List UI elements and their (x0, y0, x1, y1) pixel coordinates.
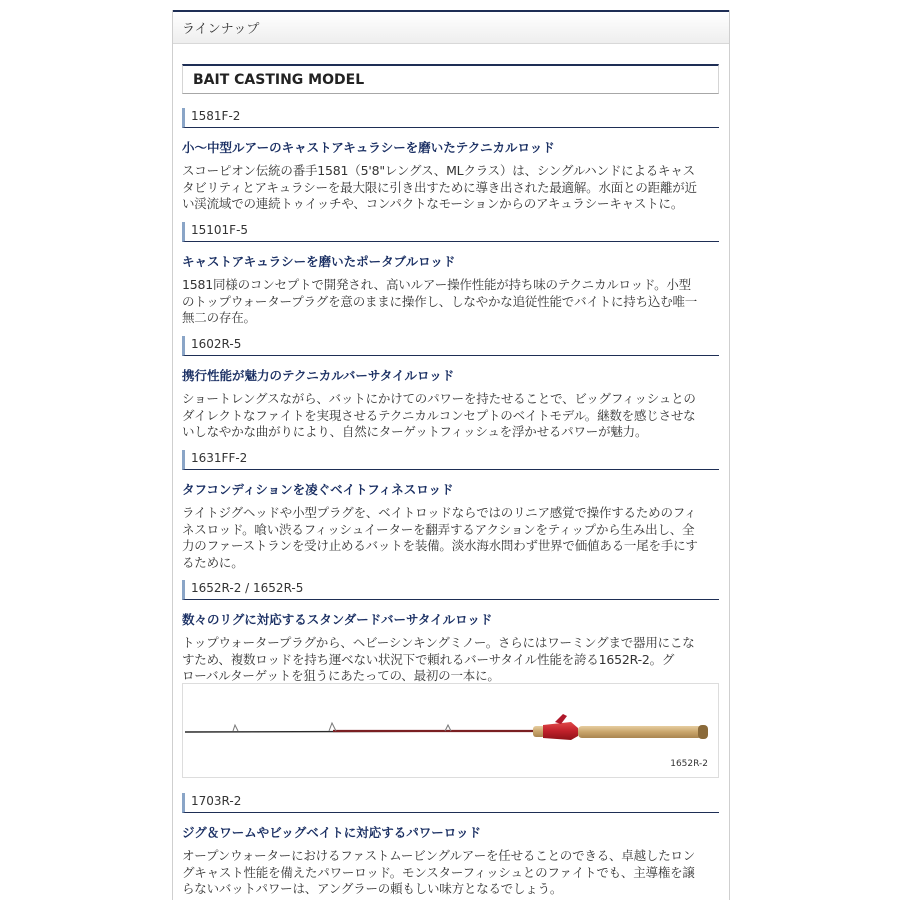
rod-guide (329, 723, 336, 731)
description-line: 力のファーストランを受け止めるバットを装備。淡水海水問わず世界で価値ある一尾を手にす (182, 538, 698, 553)
rod-guide (233, 725, 238, 731)
rod-illustration (183, 684, 718, 777)
description-line: 無二の存在。 (182, 310, 256, 325)
butt-cap (698, 725, 708, 739)
model-description-1652r (182, 635, 722, 685)
description-line: トップウォータープラグから、ヘビーシンキングミノー。さらにはワーミングまで器用にこな (182, 635, 695, 650)
description-line: ローバルターゲットを狙うにあたっての、最初の一本に。 (182, 668, 500, 683)
description-line: いしなやかな曲がりにより、自然にターゲットフィッシュを浮かせるパワーが魅力。 (182, 424, 648, 439)
description-line: オープンウォーターにおけるファストムービングルアーを任せることのできる、卓越したロン (182, 848, 696, 863)
lineup-panel (172, 10, 730, 900)
model-code-1581f2: 1581F-2 (182, 108, 719, 128)
model-code-1703r2: 1703R-2 (182, 793, 719, 813)
reel-seat (543, 722, 578, 740)
model-title-1581f2: 小〜中型ルアーのキャストアキュラシーを磨いたテクニカルロッド (182, 140, 555, 155)
model-description-1703r2 (182, 848, 722, 898)
model-title-1602r5: 携行性能が魅力のテクニカルバーサタイルロッド (182, 368, 455, 383)
model-code-1602r5: 1602R-5 (182, 336, 719, 356)
section-title: BAIT CASTING MODEL (182, 64, 719, 94)
description-line: るために。 (182, 554, 244, 570)
model-code-15101f5: 15101F-5 (182, 222, 719, 242)
description-line: い渓流域での連続トゥイッチや、コンパクトなモーションからのアキュラシーキャストに。 (182, 196, 684, 211)
rod-image (182, 683, 719, 778)
description-line: ショートレングスながら、バットにかけてのパワーを持たせることで、ビッグフィッシュとの (182, 391, 696, 406)
description-line: ライトジグヘッドや小型プラグを、ベイトロッドならではのリニア感覚で操作するためのフィ (182, 505, 697, 520)
model-title-15101f5: キャストアキュラシーを磨いたポータブルロッド (182, 254, 456, 269)
page-title: ラインナップ (173, 10, 729, 44)
model-title-1703r2: ジグ＆ワームやビッグベイトに対応するパワーロッド (182, 825, 482, 840)
model-description-15101f5 (182, 277, 722, 327)
description-line: のトップウォータープラグを意のままに操作し、しなやかな追従性能でバイトに持ち込む唯一 (182, 293, 698, 309)
model-code-1652r: 1652R-2 / 1652R-5 (182, 580, 719, 600)
model-description-1581f2 (182, 163, 722, 213)
description-line: ネスロッド。喰い渋るフィッシュイーターを翻弄するアクションをティップから生み出し、全 (182, 521, 695, 537)
model-title-1631ff2: タフコンディションを凌ぐベイトフィネスロッド (182, 482, 454, 497)
description-line: スコーピオン伝統の番手1581（5'8"レングス、MLクラス）は、シングルハンドによるキャス (182, 163, 695, 178)
description-line: らないバットパワーは、アングラーの頼もしい味方となるでしょう。 (182, 881, 563, 896)
trigger (555, 714, 567, 724)
description-line: グキャスト性能を備えたパワーロッド。モンスターフィッシュとのファイトでも、主導権を譲 (182, 864, 695, 880)
rod-caption: 1652R-2 (670, 759, 708, 769)
model-code-1631ff2: 1631FF-2 (182, 450, 719, 470)
model-title-1652r: 数々のリグに対応するスタンダードバーサタイルロッド (182, 612, 493, 627)
description-line: タビリティとアキュラシーを最大限に引き出すために導き出された最適解。水面との距離が近 (182, 179, 697, 195)
model-description-1631ff2 (182, 505, 722, 571)
description-line: すため、複数ロッドを持ち運べない状況下で頼れるバーサタイル性能を誇る1652R-2。グ (182, 651, 675, 667)
description-line: ダイレクトなファイトを実現させるテクニカルコンセプトのベイトモデル。継数を感じさせな (182, 407, 696, 423)
rear-grip (578, 726, 702, 738)
model-description-1602r5 (182, 391, 722, 441)
description-line: 1581同様のコンセプトで開発され、高いルアー操作性能が持ち味のテクニカルロッド。小型 (182, 277, 691, 292)
